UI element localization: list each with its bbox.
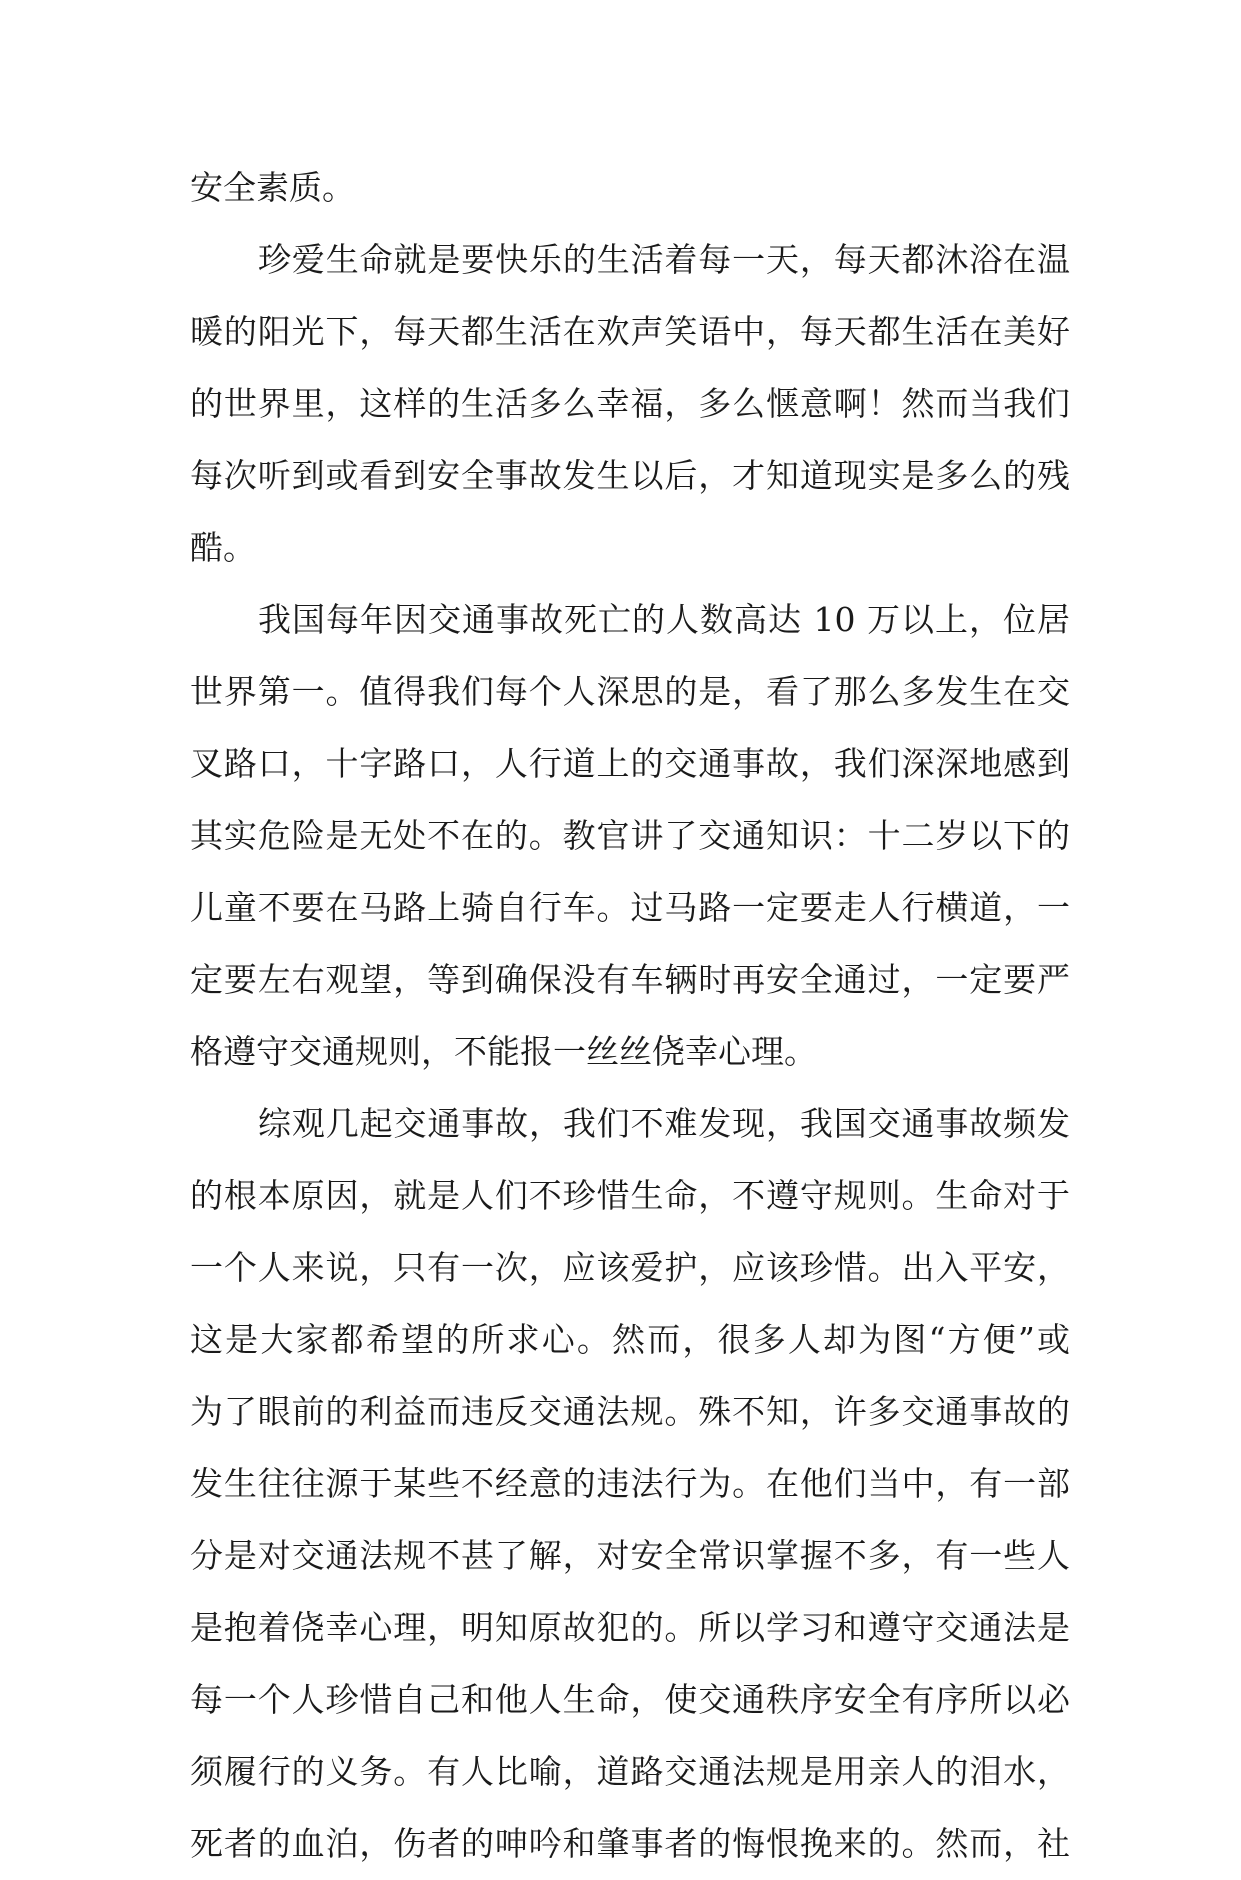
paragraph [190, 152, 1070, 224]
text-line: 死者的血泊，伤者的呻吟和肇事者的悔恨挽来的。然而，社 [190, 1824, 1070, 1863]
text-line: 是抱着侥幸心理，明知原故犯的。所以学习和遵守交通法是 [190, 1608, 1070, 1647]
text-line: 须履行的义务。有人比喻，道路交通法规是用亲人的泪水， [190, 1752, 1070, 1791]
text-line: 发生往往源于某些不经意的违法行为。在他们当中，有一部 [190, 1464, 1070, 1503]
text-line: 酷。 [190, 528, 256, 567]
text-line: 的根本原因，就是人们不珍惜生命，不遵守规则。生命对于 [190, 1176, 1070, 1215]
text-line: 安全素质。 [190, 168, 355, 207]
text-line: 分是对交通法规不甚了解，对安全常识掌握不多，有一些人 [190, 1536, 1070, 1575]
paragraph [190, 224, 1070, 584]
document-body [190, 152, 1070, 1880]
text-line: 综观几起交通事故，我们不难发现，我国交通事故频发 [258, 1104, 1070, 1143]
text-line: 格遵守交通规则，不能报一丝丝侥幸心理。 [190, 1032, 817, 1071]
text-line: 其实危险是无处不在的。教官讲了交通知识：十二岁以下的 [190, 816, 1070, 855]
text-line: 暖的阳光下，每天都生活在欢声笑语中，每天都生活在美好 [190, 312, 1070, 351]
text-line: 珍爱生命就是要快乐的生活着每一天，每天都沐浴在温 [258, 240, 1070, 279]
text-line: 这是大家都希望的所求心。然而，很多人却为图“方便”或 [190, 1320, 1070, 1359]
text-line: 世界第一。值得我们每个人深思的是，看了那么多发生在交 [190, 672, 1070, 711]
text-line: 每一个人珍惜自己和他人生命，使交通秩序安全有序所以必 [190, 1680, 1070, 1719]
text-line: 的世界里，这样的生活多么幸福，多么惬意啊！然而当我们 [190, 384, 1070, 423]
text-line: 我国每年因交通事故死亡的人数高达 10 万以上，位居 [258, 600, 1070, 639]
text-line: 为了眼前的利益而违反交通法规。殊不知，许多交通事故的 [190, 1392, 1070, 1431]
text-line: 儿童不要在马路上骑自行车。过马路一定要走人行横道，一 [190, 888, 1070, 927]
text-line: 叉路口，十字路口，人行道上的交通事故，我们深深地感到 [190, 744, 1070, 783]
text-line: 定要左右观望，等到确保没有车辆时再安全通过，一定要严 [190, 960, 1070, 999]
text-line: 一个人来说，只有一次，应该爱护，应该珍惜。出入平安， [190, 1248, 1070, 1287]
text-line: 每次听到或看到安全事故发生以后，才知道现实是多么的残 [190, 456, 1070, 495]
paragraph [190, 1088, 1070, 1880]
paragraph [190, 584, 1070, 1088]
